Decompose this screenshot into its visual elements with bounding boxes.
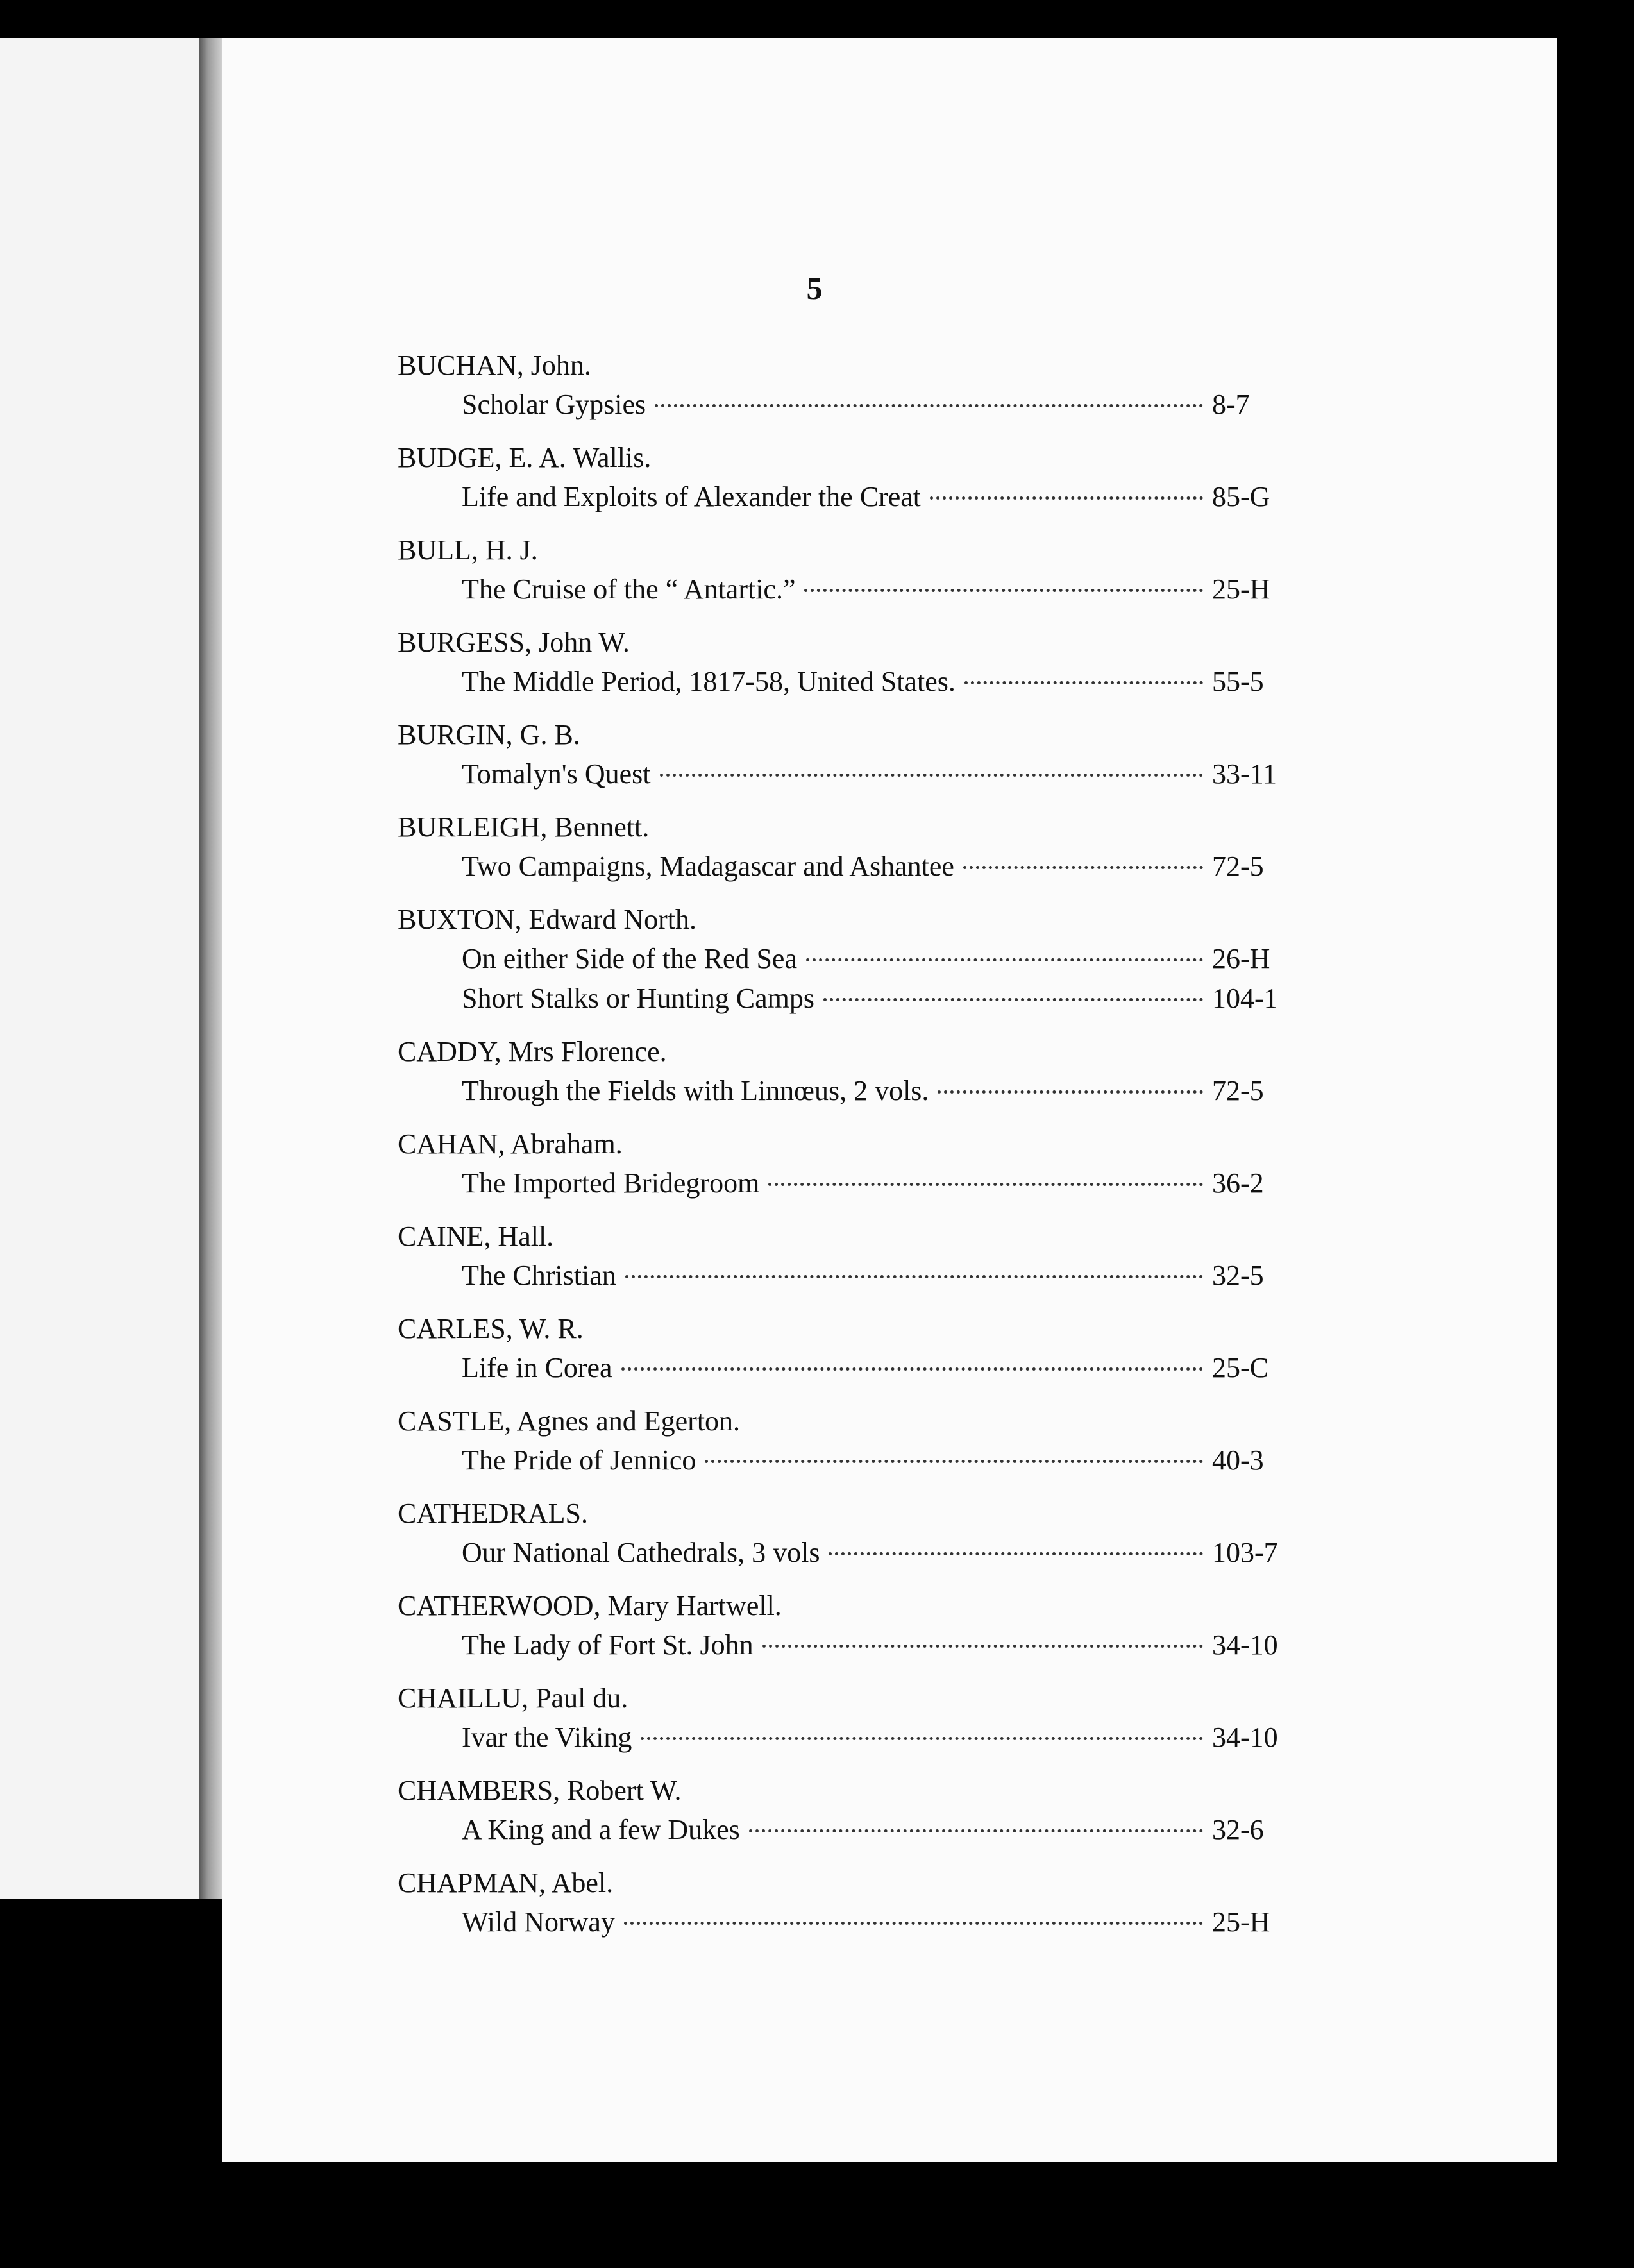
catalogue-entry [398, 1864, 1308, 1942]
book-title-row [398, 1625, 1308, 1665]
catalogue-entry [398, 1033, 1308, 1111]
shelf-mark: 36-2 [1212, 1167, 1264, 1199]
catalogue-entry [398, 1125, 1308, 1203]
author-name: CASTLE, Agnes and Egerton. [398, 1405, 741, 1437]
book-title-row [398, 1256, 1308, 1296]
page-gutter [199, 38, 222, 1899]
dot-leader [624, 1922, 1203, 1925]
shelf-mark: 34-10 [1212, 1629, 1278, 1661]
book-title-row [398, 1718, 1308, 1757]
author-name: BUCHAN, John. [398, 350, 591, 381]
dot-leader [964, 681, 1203, 684]
author-name: BUDGE, E. A. Wallis. [398, 442, 652, 473]
dot-leader [762, 1645, 1203, 1648]
book-title: Ivar the Viking [462, 1722, 632, 1753]
shelf-mark: 8-7 [1212, 389, 1250, 420]
author-name: CAHAN, Abraham. [398, 1128, 623, 1160]
book-title-row [398, 1533, 1308, 1573]
book-title: The Middle Period, 1817-58, United States. [462, 666, 956, 697]
book-title: Life in Corea [462, 1352, 612, 1384]
book-title-row [398, 1810, 1308, 1850]
shelf-mark: 104-1 [1212, 983, 1278, 1014]
book-title: Our National Cathedrals, 3 vols [462, 1537, 820, 1568]
page-number: 5 [806, 270, 823, 306]
facing-page [0, 38, 199, 1899]
catalogue-entry [398, 716, 1308, 794]
dot-leader [963, 866, 1203, 869]
dot-leader [768, 1183, 1203, 1186]
catalogue-entry [398, 808, 1308, 886]
shelf-mark: 72-5 [1212, 1075, 1264, 1106]
catalogue-entry [398, 623, 1308, 702]
book-title: Scholar Gypsies [462, 389, 646, 420]
shelf-mark: 55-5 [1212, 666, 1264, 697]
author-name: CAINE, Hall. [398, 1221, 554, 1252]
dot-leader [829, 1552, 1203, 1555]
book-title-row [398, 570, 1308, 609]
shelf-mark: 32-6 [1212, 1814, 1264, 1845]
author-name: BURGIN, G. B. [398, 719, 580, 750]
book-title-row [398, 1164, 1308, 1203]
dot-leader [806, 958, 1203, 961]
author-name: BULL, H. J. [398, 534, 538, 566]
book-title-row [398, 979, 1308, 1019]
dot-leader [705, 1460, 1203, 1463]
author-name: CADDY, Mrs Florence. [398, 1036, 667, 1067]
book-title-row [398, 1441, 1308, 1480]
dot-leader [641, 1737, 1203, 1740]
dot-leader [823, 998, 1203, 1001]
book-title-row [398, 1902, 1308, 1942]
catalogue-entry [398, 1494, 1308, 1573]
author-name: BURGESS, John W. [398, 627, 630, 658]
shelf-mark: 85-G [1212, 481, 1270, 512]
catalogue-entry [398, 439, 1308, 517]
catalogue-entry [398, 1772, 1308, 1850]
book-title-row [398, 477, 1308, 517]
catalogue-index [398, 346, 1308, 1956]
shelf-mark: 32-5 [1212, 1260, 1264, 1291]
dot-leader [938, 1090, 1203, 1094]
shelf-mark: 25-H [1212, 573, 1270, 605]
shelf-mark: 40-3 [1212, 1444, 1264, 1476]
book-title-row [398, 1071, 1308, 1111]
book-title-row [398, 662, 1308, 702]
book-title: The Imported Bridegroom [462, 1167, 760, 1199]
book-title: The Lady of Fort St. John [462, 1629, 754, 1661]
book-title: Through the Fields with Linnœus, 2 vols. [462, 1075, 929, 1106]
book-title-row [398, 1348, 1308, 1388]
catalogue-entry [398, 1402, 1308, 1480]
book-title-row [398, 754, 1308, 794]
book-title: The Pride of Jennico [462, 1444, 696, 1476]
catalogue-entry [398, 901, 1308, 1019]
catalogue-entry [398, 1217, 1308, 1296]
dot-leader [660, 774, 1204, 777]
author-name: BURLEIGH, Bennett. [398, 811, 650, 843]
author-name: CHAILLU, Paul du. [398, 1682, 628, 1714]
catalogue-entry [398, 531, 1308, 609]
shelf-mark: 103-7 [1212, 1537, 1278, 1568]
dot-leader [655, 404, 1203, 407]
book-title: On either Side of the Red Sea [462, 943, 797, 974]
dot-leader [930, 496, 1203, 500]
dot-leader [804, 589, 1203, 592]
author-name: BUXTON, Edward North. [398, 904, 697, 935]
shelf-mark: 25-C [1212, 1352, 1268, 1384]
book-title: The Christian [462, 1260, 616, 1291]
dot-leader [749, 1829, 1203, 1832]
author-name: CARLES, W. R. [398, 1313, 584, 1344]
book-title: Wild Norway [462, 1906, 615, 1938]
catalogue-entry [398, 1310, 1308, 1388]
book-title: A King and a few Dukes [462, 1814, 740, 1845]
book-title-row [398, 385, 1308, 425]
shelf-mark: 33-11 [1212, 758, 1277, 790]
book-title: Life and Exploits of Alexander the Creat [462, 481, 921, 512]
book-title: Short Stalks or Hunting Camps [462, 983, 815, 1014]
catalogue-entry [398, 346, 1308, 425]
catalogue-entry [398, 1679, 1308, 1757]
shelf-mark: 26-H [1212, 943, 1270, 974]
book-title: The Cruise of the “ Antartic.” [462, 573, 796, 605]
dot-leader [621, 1367, 1203, 1371]
shelf-mark: 72-5 [1212, 851, 1264, 882]
dot-leader [625, 1275, 1203, 1278]
author-name: CHAPMAN, Abel. [398, 1867, 614, 1899]
book-title: Tomalyn's Quest [462, 758, 651, 790]
author-name: CATHEDRALS. [398, 1498, 589, 1529]
catalogue-entry [398, 1587, 1308, 1665]
book-title: Two Campaigns, Madagascar and Ashantee [462, 851, 954, 882]
book-title-row [398, 847, 1308, 886]
shelf-mark: 25-H [1212, 1906, 1270, 1938]
author-name: CHAMBERS, Robert W. [398, 1775, 682, 1806]
author-name: CATHERWOOD, Mary Hartwell. [398, 1590, 782, 1621]
shelf-mark: 34-10 [1212, 1722, 1278, 1753]
book-title-row [398, 939, 1308, 979]
